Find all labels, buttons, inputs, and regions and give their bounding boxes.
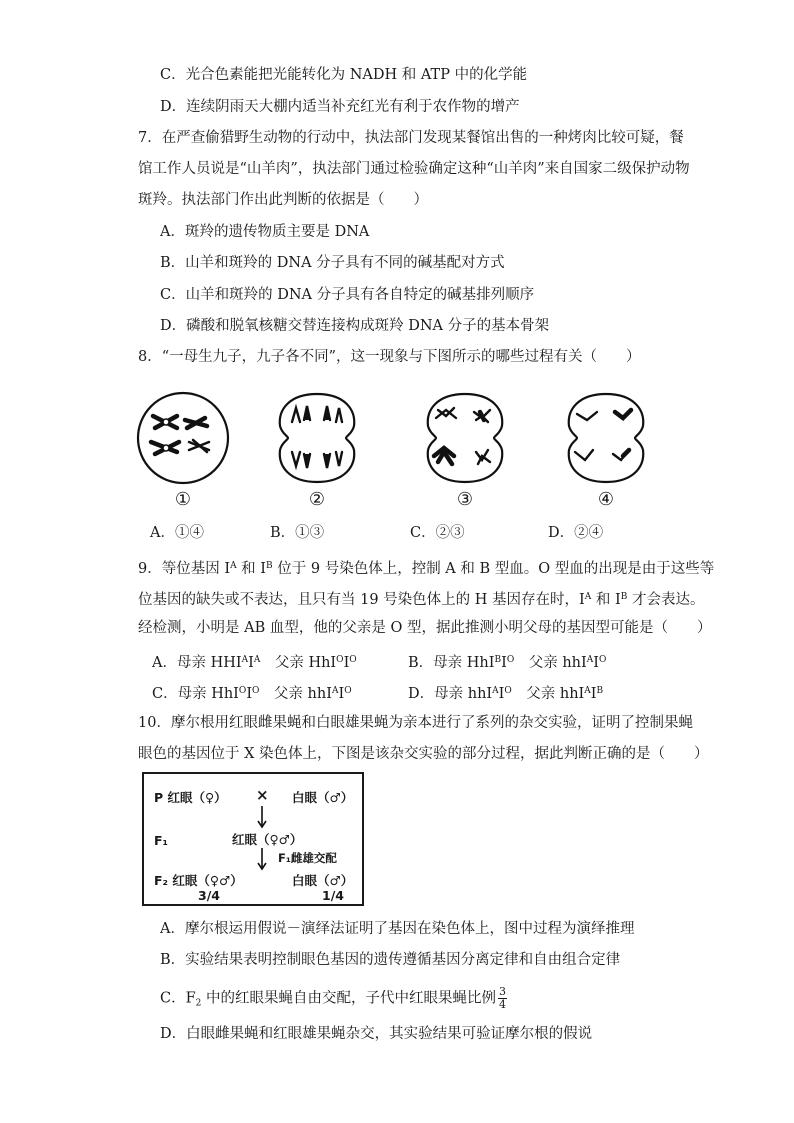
- diagram-cross-symbol: ×: [256, 786, 269, 804]
- q9-option-b: B．母亲 $HhI^BI^O$ 父亲 $hhI^AI^O$: [408, 655, 607, 671]
- fraction-three-quarters: $\frac{3}{4}$: [499, 985, 506, 1011]
- q6-option-c: C．光合色素能把光能转化为 NADH 和 ATP 中的化学能: [160, 67, 528, 83]
- q8-option-c: C．②③: [410, 525, 465, 541]
- diagram-f1-mating: F₁雌雄交配: [278, 851, 337, 865]
- q7-stem-line1: 7．在严查偷猎野生动物的行动中，执法部门发现某餐馆出售的一种烤肉比较可疑，餐: [138, 130, 684, 146]
- arrow-down-icon: [255, 846, 269, 872]
- diagram-f2-white: 白眼（♂）: [292, 873, 354, 888]
- q10-option-c: C．$F_2$ 中的红眼果蝇自由交配，子代中红眼果蝇比例 $\frac{3}{4}$: [160, 985, 506, 1011]
- q10-option-b: B．实验结果表明控制眼色基因的遗传遵循基因分离定律和自由组合定律: [160, 952, 621, 968]
- q9-option-d: D．母亲 $hhI^AI^O$ 父亲 $hhI^AI^B$: [408, 686, 604, 702]
- q7-option-a: A．斑羚的遗传物质主要是 DNA: [160, 224, 370, 240]
- q10-stem-line1: 10．摩尔根用红眼雌果蝇和白眼雄果蝇为亲本进行了系列的杂交实验，证明了控制果蝇: [138, 715, 693, 731]
- cell-label-1: ①: [174, 489, 192, 510]
- q7-option-c: C．山羊和斑羚的 DNA 分子具有各自特定的碱基排列顺序: [160, 287, 535, 303]
- cell-diagram-1: [135, 390, 231, 486]
- diagram-f1: 红眼（♀♂）: [232, 832, 303, 847]
- cell-diagram-2: [274, 390, 360, 486]
- q7-stem-line2: 馆工作人员说是“山羊肉”，执法部门通过检验确定这种“山羊肉”来自国家二级保护动物: [138, 161, 690, 177]
- diagram-f2-red: F₂ 红眼（♀♂）: [154, 873, 243, 888]
- diagram-parent-male: 白眼（♂）: [292, 790, 354, 805]
- diagram-f1-label: F₁: [154, 833, 169, 848]
- cross-diagram: [142, 772, 364, 906]
- q9-option-c: C．母亲 $HhI^OI^O$ 父亲 $hhI^AI^O$: [152, 686, 352, 702]
- cell-label-3: ③: [456, 489, 474, 510]
- q10-option-d: D．白眼雌果蝇和红眼雄果蝇杂交，其实验结果可验证摩尔根的假说: [160, 1026, 593, 1042]
- diagram-ratio-red: 3/4: [198, 888, 220, 903]
- cell-diagram-3: [422, 390, 508, 486]
- q7-stem-line3: 斑羚。执法部门作出此判断的依据是（ ）: [138, 192, 428, 208]
- q6-option-d: D．连续阴雨天大棚内适当补充红光有利于农作物的增产: [160, 99, 520, 115]
- diagram-ratio-white: 1/4: [322, 888, 344, 903]
- q7-option-d: D．磷酸和脱氧核糖交替连接构成斑羚 DNA 分子的基本骨架: [160, 318, 550, 334]
- q8-option-a: A．①④: [150, 525, 204, 541]
- cell-label-2: ②: [308, 489, 326, 510]
- q9-stem-line1: 9．等位基因 $I^A$ 和 $I^B$ 位于 9 号染色体上，控制 A 和 B 型血。O 型血的出现是由于这些等: [138, 561, 715, 577]
- q9-stem-line3: 经检测，小明是 AB 血型，他的父亲是 O 型，据此推测小明父母的基因型可能是（ ）: [138, 620, 712, 636]
- q8-option-b: B．①③: [270, 525, 325, 541]
- cell-diagram-4: [563, 390, 649, 486]
- q9-stem-line2: 位基因的缺失或不表达，且只有当 19 号染色体上的 H 基因存在时，$I^A$ 和 $I^B$ 才会表达。: [138, 592, 705, 608]
- arrow-down-icon: [255, 804, 269, 830]
- q7-option-b: B．山羊和斑羚的 DNA 分子具有不同的碱基配对方式: [160, 255, 505, 271]
- q8-stem: 8．“一母生九子，九子各不同”，这一现象与下图所示的哪些过程有关（ ）: [138, 349, 641, 365]
- cell-label-4: ④: [597, 489, 615, 510]
- diagram-parent-female: P 红眼（♀）: [154, 790, 227, 805]
- q10-stem-line2: 眼色的基因位于 X 染色体上，下图是该杂交实验的部分过程，据此判断正确的是（ ）: [138, 746, 709, 762]
- q8-option-d: D．②④: [548, 525, 604, 541]
- q10-option-a: A．摩尔根运用假说－演绎法证明了基因在染色体上，图中过程为演绎推理: [160, 921, 635, 937]
- q9-option-a: A．母亲 $HHI^AI^A$ 父亲 $HhI^OI^O$: [152, 655, 357, 671]
